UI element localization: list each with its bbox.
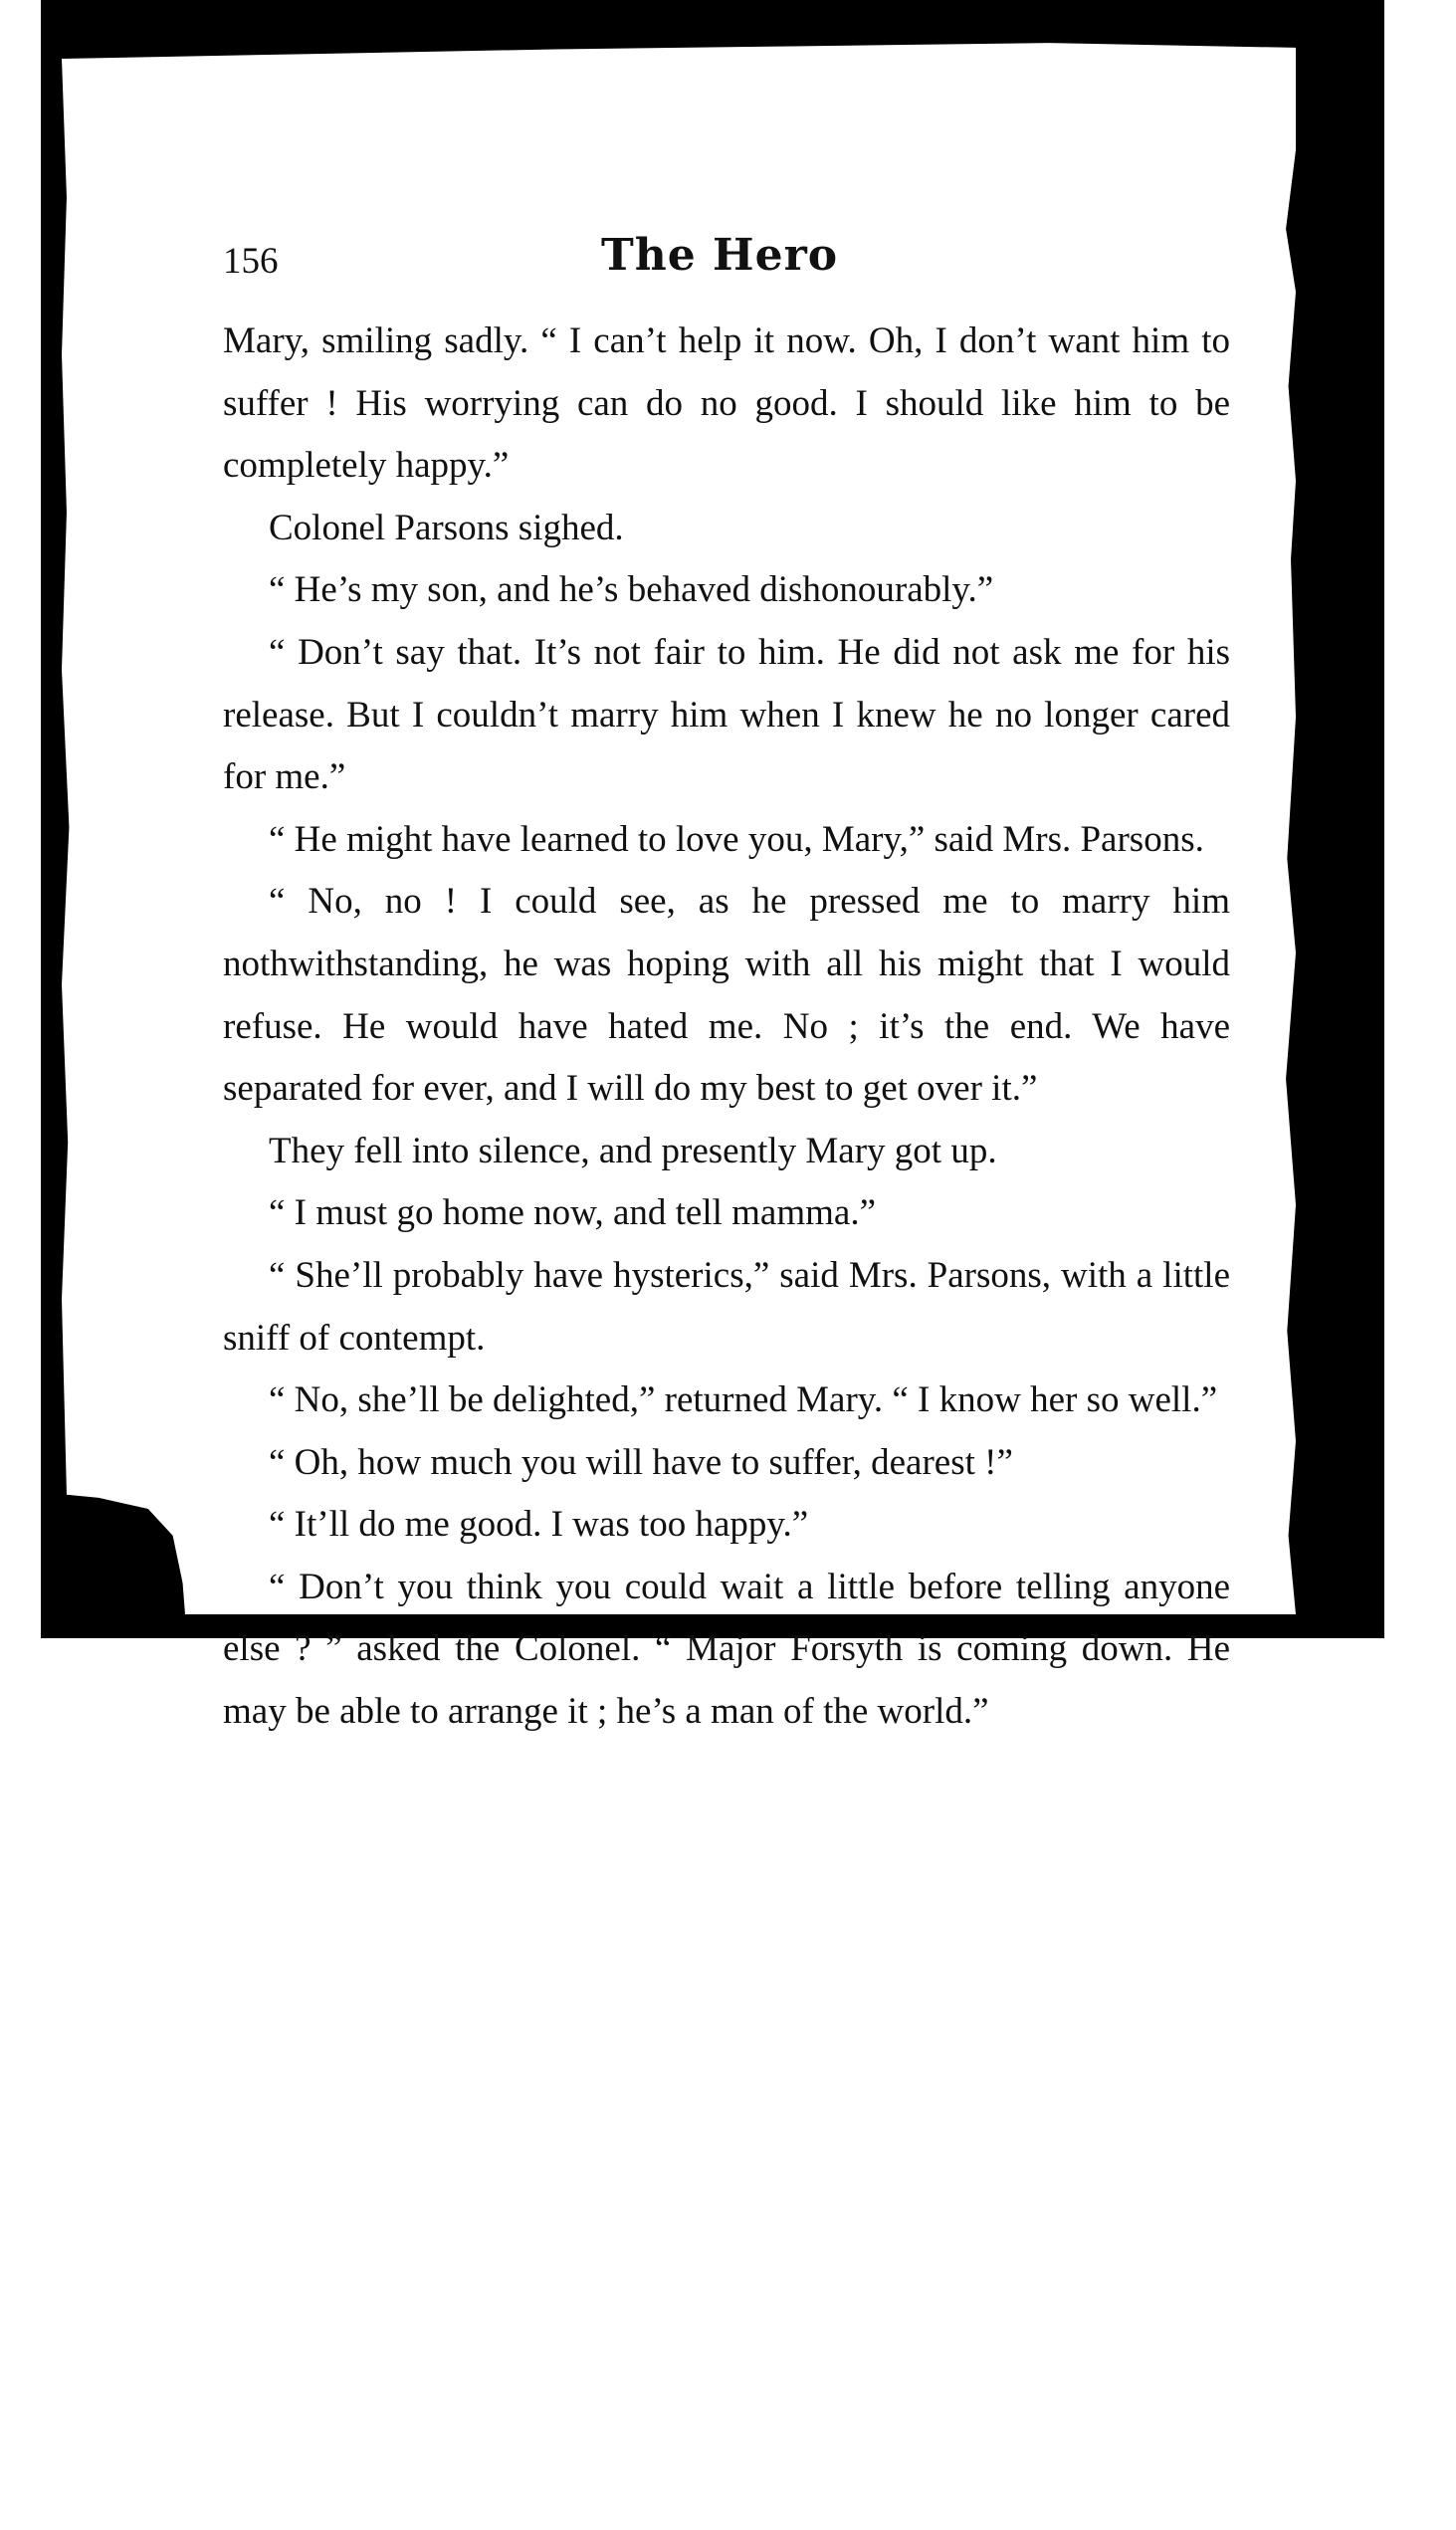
paragraph: “ He’s my son, and he’s behaved dishonourably.” [269, 569, 994, 611]
running-title: The Hero [601, 230, 839, 281]
page-text [223, 231, 1230, 1744]
page-header [223, 231, 1230, 311]
page-number: 156 [223, 241, 279, 282]
paragraph: They fell into silence, and presently Mary got up. [269, 1130, 997, 1171]
paragraph: “ She’ll probably have hysterics,” said Mrs. Parsons, with a little sniff of contempt. [223, 1254, 1230, 1359]
paragraph: “ I must go home now, and tell mamma.” [269, 1192, 877, 1234]
paragraph: “ Don’t you think you could wait a little before telling anyone else ? ” asked the Colonel. “ Major Forsyth is coming down. He may be able to arrange it ; he’s a man of the world.” [223, 1566, 1230, 1733]
paragraph: “ Oh, how much you will have to suffer, dearest !” [269, 1441, 1013, 1483]
paragraph: “ No, no ! I could see, as he pressed me to marry him nothwithstanding, he was hoping with all his might that I would refuse. He would have hated me. No ; it’s the end. We have separated for ever, and I will do my best to get over it.” [223, 881, 1230, 1110]
paragraph: “ Don’t say that. It’s not fair to him. He did not ask me for his release. But I couldn’t marry him when I knew he no longer cared for me.” [223, 631, 1230, 798]
paragraph: “ It’ll do me good. I was too happy.” [269, 1504, 809, 1546]
paragraph: “ No, she’ll be delighted,” returned Mary. “ I know her so well.” [269, 1379, 1218, 1421]
paragraph: “ He might have learned to love you, Mary,” said Mrs. Parsons. [269, 818, 1204, 860]
paragraph: Colonel Parsons sighed. [269, 507, 624, 548]
paragraph: Mary, smiling sadly. “ I can’t help it now. Oh, I don’t want him to suffer ! His worrying can do no good. I should like him to be completely happy.” [223, 320, 1230, 487]
